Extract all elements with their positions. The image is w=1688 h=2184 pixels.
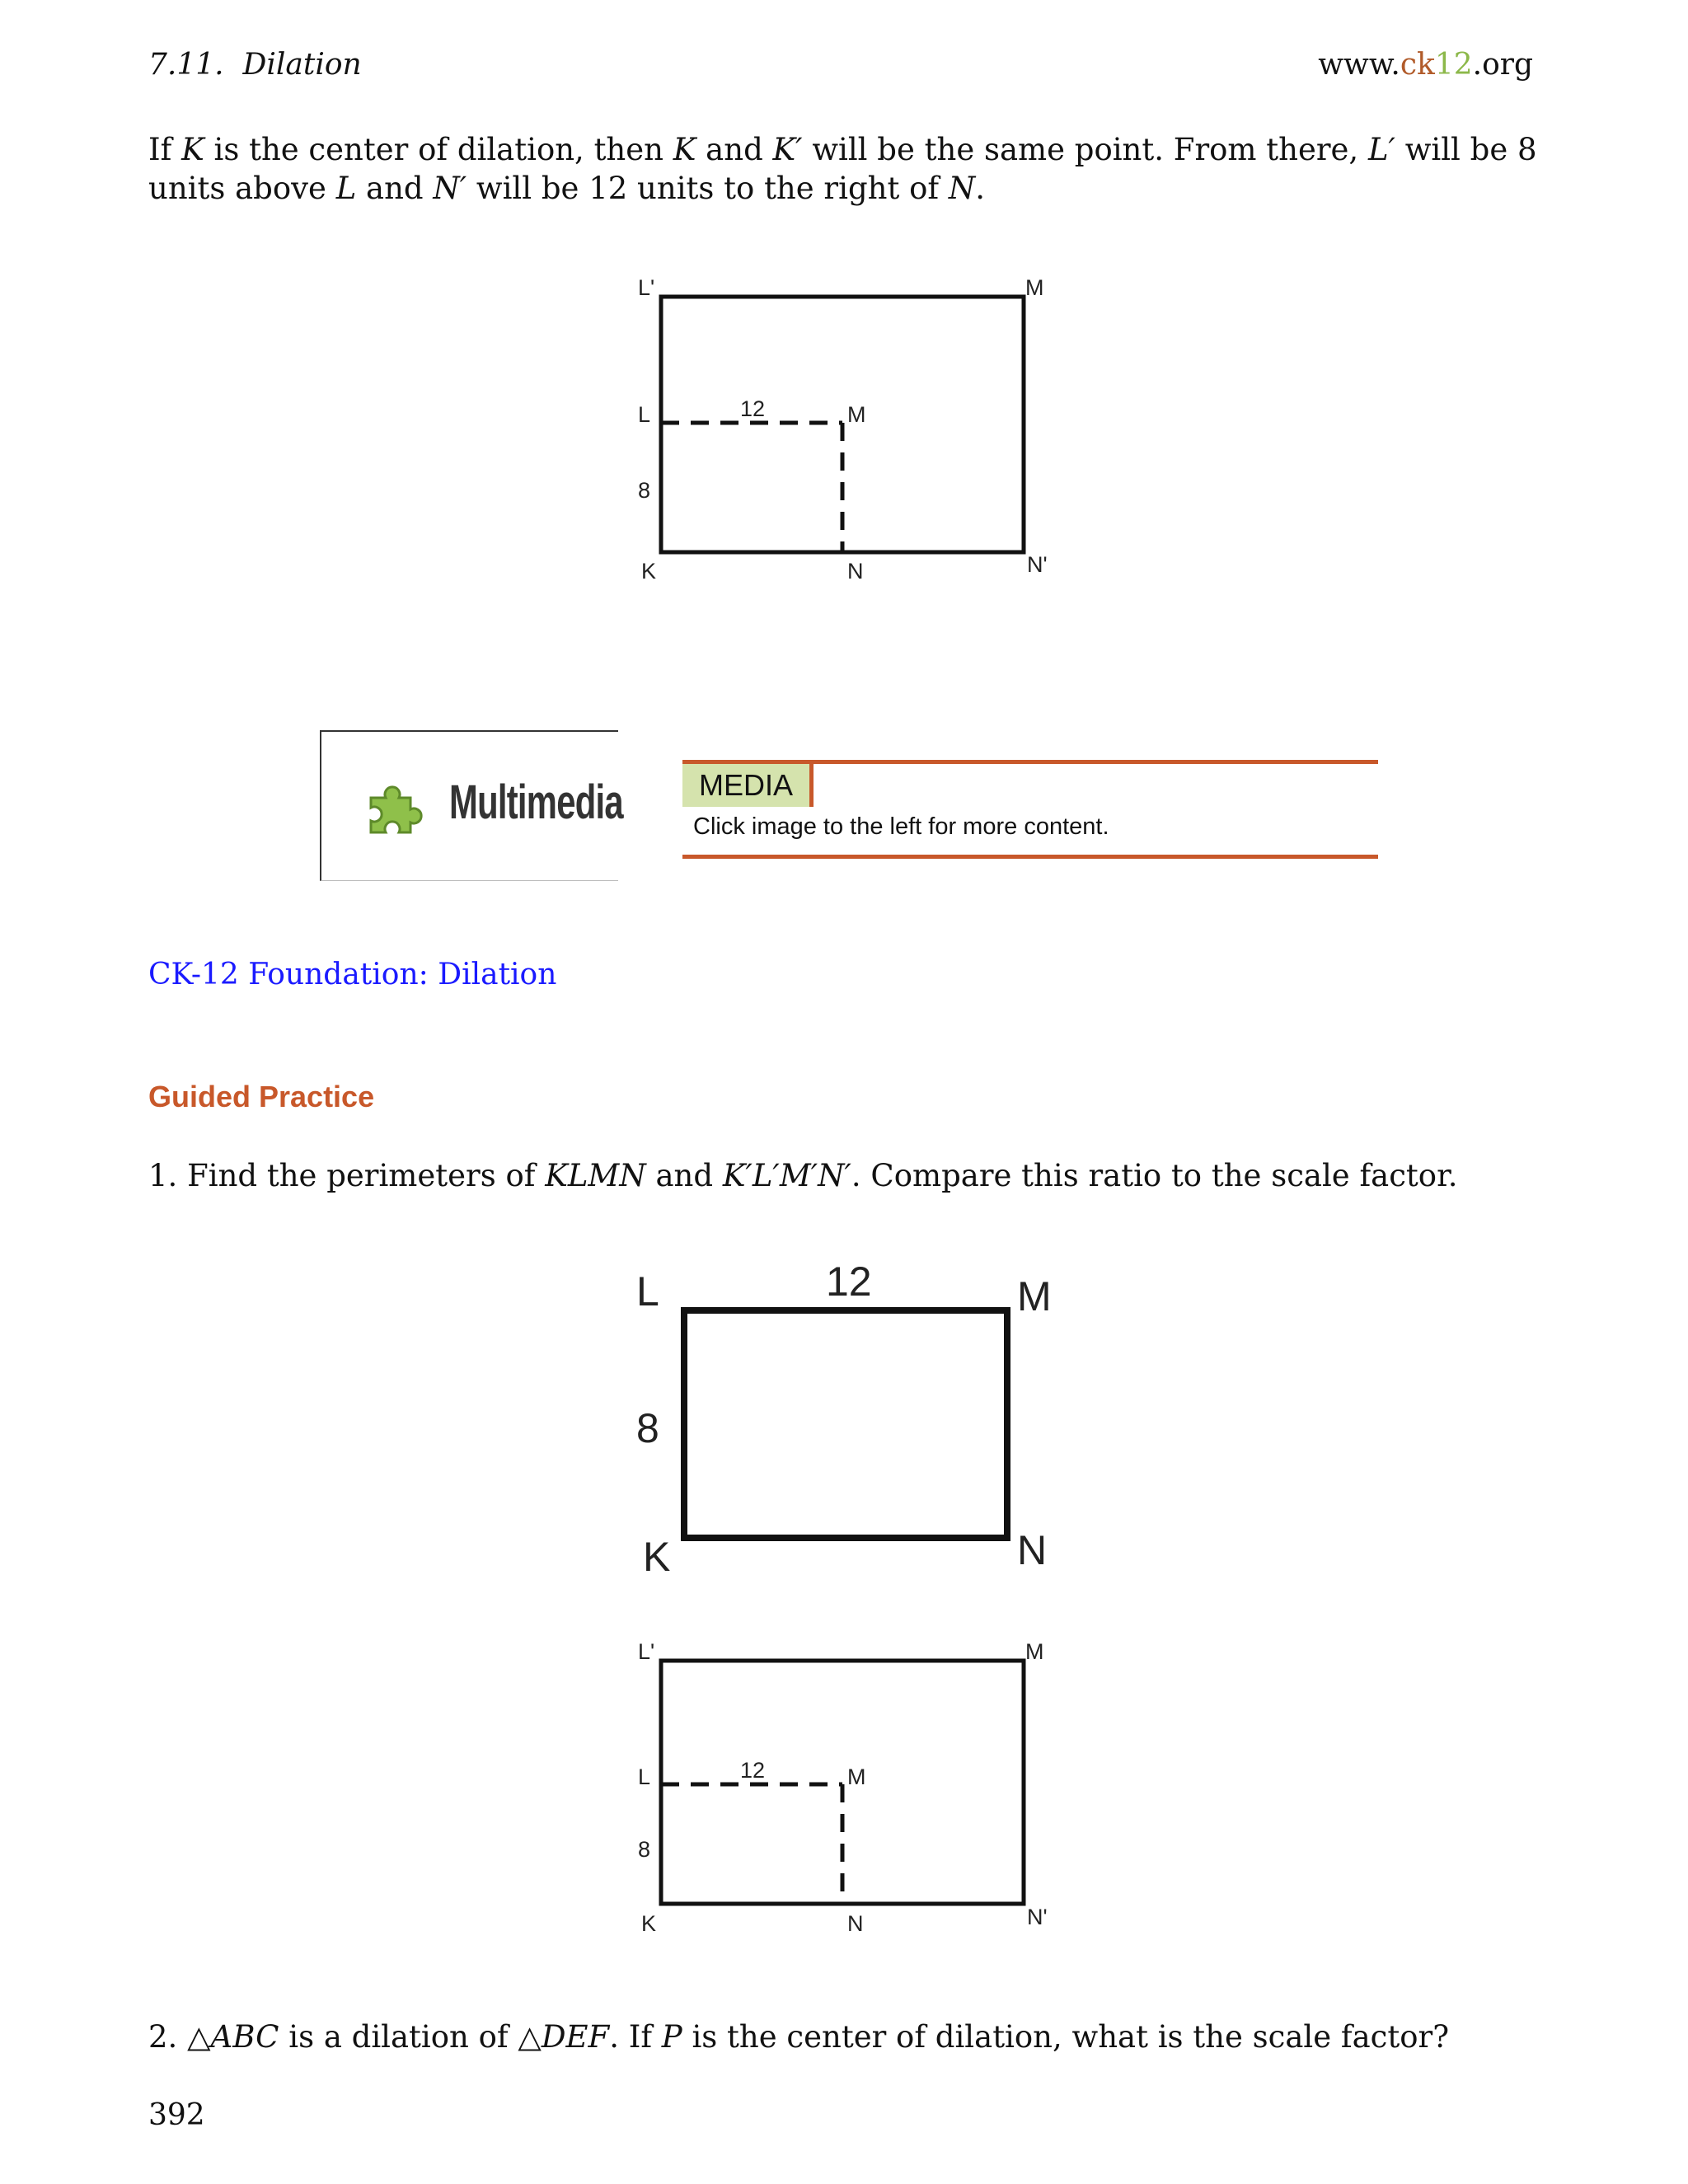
question-2: 2. △ABC is a dilation of △DEF. If P is the center of dilation, what is the scale factor? [148, 2019, 1450, 2055]
label-8: 8 [636, 1405, 659, 1451]
label-l-prime: L' [638, 1639, 655, 1664]
klmn-rectangle [684, 1310, 1007, 1538]
label-n: N [847, 559, 864, 583]
label-m-outer: M [1025, 1639, 1044, 1664]
label-m: M [1017, 1273, 1052, 1319]
label-12: 12 [740, 1758, 766, 1783]
label-k: K [643, 1534, 671, 1580]
label-l-prime: L' [638, 275, 655, 300]
label-k: K [641, 1911, 657, 1936]
label-m-inner: M [847, 402, 866, 427]
label-k: K [641, 559, 657, 583]
label-l: L [638, 402, 651, 427]
site-12: 12 [1434, 48, 1473, 82]
label-n-prime: N' [1027, 1905, 1048, 1929]
page-number: 392 [148, 2098, 205, 2132]
label-n: N [847, 1911, 864, 1936]
label-n-prime: N' [1027, 552, 1048, 577]
guided-practice-title: Guided Practice [148, 1080, 375, 1113]
section-number: 7.11. [148, 48, 224, 82]
site-suffix: .org [1472, 48, 1533, 82]
question-1: 1. Find the perimeters of KLMN and K′L′M′N′. Compare this ratio to the scale factor. [148, 1158, 1458, 1193]
label-12: 12 [740, 396, 766, 421]
ck12-dilation-link[interactable]: CK-12 Foundation: Dilation [148, 958, 557, 991]
puzzle-icon [363, 775, 427, 839]
site-url[interactable] [1318, 48, 1533, 82]
dilation-figure [626, 272, 1071, 593]
label-n: N [1017, 1527, 1048, 1573]
media-caption: Click image to the left for more content. [693, 813, 1109, 840]
intro-paragraph: If K is the center of dilation, then K and K′ will be the same point. From there, L′ will be 8 units above L and N′ will be 12 units to the right of N. [148, 132, 1537, 206]
dilation-figure-2 [626, 1636, 1071, 1949]
label-l: L [638, 1765, 651, 1789]
site-ck: ck [1400, 48, 1435, 82]
media-tag: MEDIA [682, 764, 814, 807]
media-box [682, 760, 1378, 859]
label-8: 8 [638, 478, 651, 503]
section-title: Dilation [242, 48, 362, 82]
label-12: 12 [826, 1258, 872, 1305]
running-header-section [148, 48, 362, 82]
label-l: L [636, 1268, 659, 1315]
rectangle-figure [626, 1253, 1071, 1582]
label-8: 8 [638, 1837, 651, 1862]
multimedia-thumbnail[interactable] [320, 730, 623, 881]
label-m-outer: M [1025, 275, 1044, 300]
site-prefix: www. [1318, 48, 1400, 82]
label-m-inner: M [847, 1765, 866, 1789]
multimedia-label: Multimedia [449, 776, 623, 829]
